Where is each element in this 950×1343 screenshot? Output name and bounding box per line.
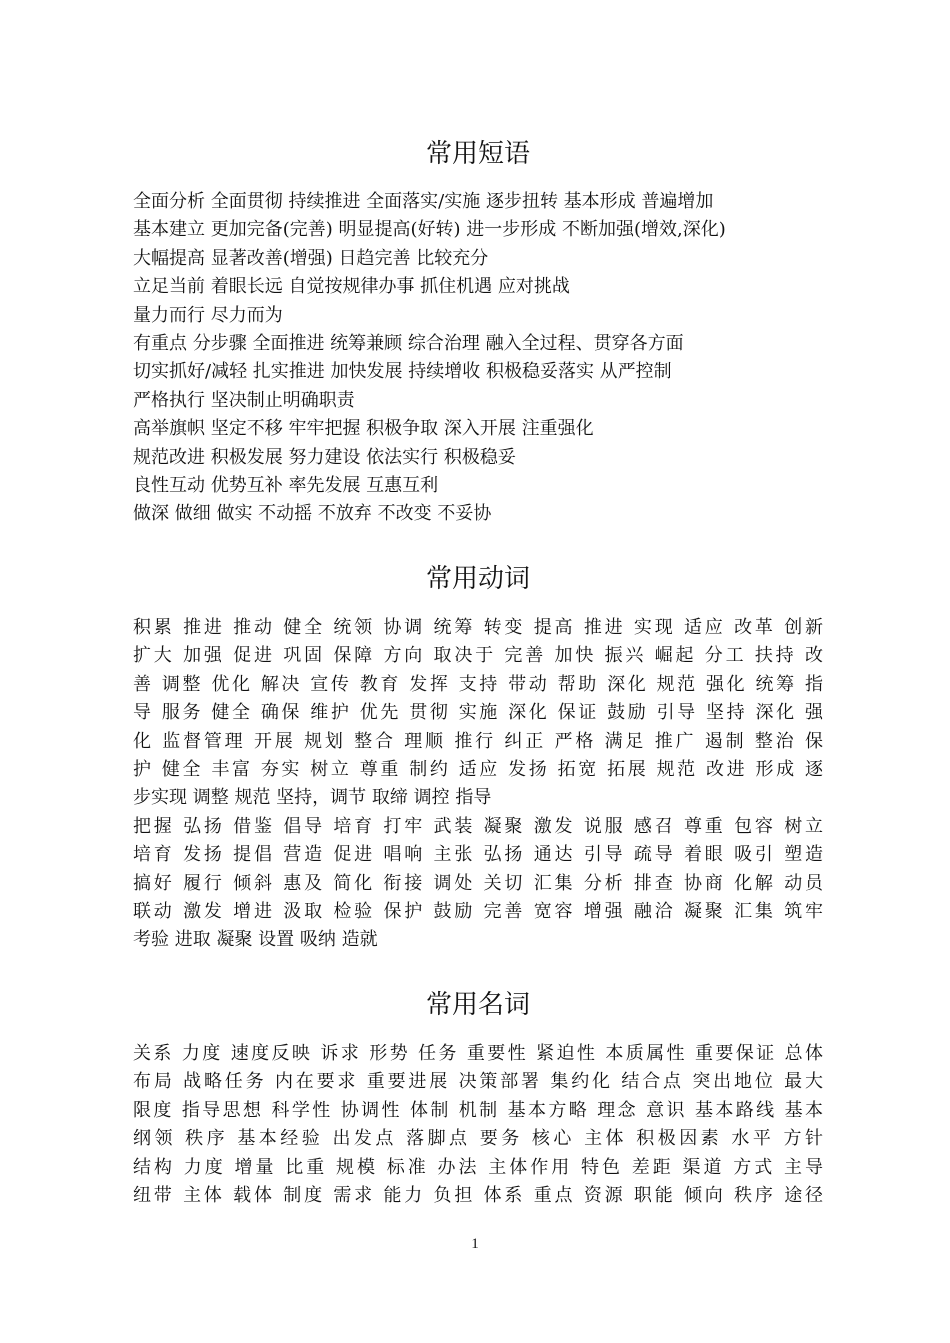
text-line: 良性互动 优势互补 率先发展 互惠互利 [133, 474, 439, 496]
text-line: 考验 进取 凝聚 设置 吸纳 造就 [133, 929, 378, 951]
text-line: 纲领 秩序 基本经验 出发点 落脚点 要务 核心 主体 积极因素 水平 方针 [133, 1128, 823, 1150]
text-line: 扩大 加强 促进 巩固 保障 方向 取决于 完善 加快 振兴 崛起 分工 扶持 改 [133, 645, 823, 667]
text-line: 关系 力度 速度反映 诉求 形势 任务 重要性 紧迫性 本质属性 重要保证 总体 [133, 1043, 823, 1064]
text-line: 全面分析 全面贯彻 持续推进 全面落实/实施 逐步扭转 基本形成 普遍增加 [133, 191, 714, 212]
section-title-verbs: 常用动词 [425, 564, 530, 594]
text-line: 结构 力度 增量 比重 规模 标准 办法 主体作用 特色 差距 渠道 方式 主导 [133, 1156, 823, 1178]
text-line: 纽带 主体 载体 制度 需求 能力 负担 体系 重点 资源 职能 倾向 秩序 途径 [133, 1184, 823, 1206]
text-line: 规范改进 积极发展 努力建设 依法实行 积极稳妥 [133, 446, 516, 468]
text-line: 高举旗帜 坚定不移 牢牢把握 积极争取 深入开展 注重强化 [133, 418, 594, 440]
text-line: 量力而行 尽力而为 [133, 304, 283, 326]
page-number: 1 [471, 1236, 479, 1252]
text-line: 导 服务 健全 确保 维护 优先 贯彻 实施 深化 保证 鼓励 引导 坚持 深化 强 [133, 702, 823, 724]
text-line: 基本建立 更加完备(完善) 明显提高(好转) 进一步形成 不断加强(增效,深化) [133, 219, 726, 241]
text-line: 培育 发扬 提倡 营造 促进 唱响 主张 弘扬 通达 引导 疏导 着眼 吸引 塑造 [133, 844, 823, 866]
text-line: 善 调整 优化 解决 宣传 教育 发挥 支持 带动 帮助 深化 规范 强化 统筹 指 [133, 673, 823, 695]
text-line: 做深 做细 做实 不动摇 不放弃 不改变 不妥协 [133, 503, 492, 525]
text-line: 搞好 履行 倾斜 惠及 简化 衔接 调处 关切 汇集 分析 排查 协商 化解 动员 [133, 872, 823, 894]
nouns-body [133, 1040, 823, 1210]
text-line: 把握 弘扬 借鉴 倡导 培育 打牢 武装 凝聚 激发 说服 感召 尊重 包容 树立 [133, 815, 823, 837]
text-line: 化 监督管理 开展 规划 整合 理顺 推行 纠正 严格 满足 推广 遏制 整治 保 [133, 730, 823, 752]
section-title-nouns: 常用名词 [425, 990, 530, 1020]
text-line: 严格执行 坚决制止明确职责 [133, 389, 355, 411]
text-line: 有重点 分步骤 全面推进 统筹兼顾 综合治理 融入全过程、贯穿各方面 [133, 332, 684, 354]
text-line: 立足当前 着眼长远 自觉按规律办事 抓住机遇 应对挑战 [133, 276, 570, 298]
text-line: 布局 战略任务 内在要求 重要进展 决策部署 集约化 结合点 突出地位 最大 [133, 1071, 823, 1093]
text-line: 护 健全 丰富 夯实 树立 尊重 制约 适应 发扬 拓宽 拓展 规范 改进 形成 逐 [133, 758, 823, 780]
verbs-body [133, 614, 823, 955]
phrases-body [133, 188, 823, 529]
text-line: 积累 推进 推动 健全 统领 协调 统筹 转变 提高 推进 实现 适应 改革 创新 [133, 617, 823, 638]
text-line: 步实现 调整 规范 坚持，调节 取缔 调控 指导 [133, 787, 492, 809]
text-line: 联动 激发 增进 汲取 检验 保护 鼓励 完善 宽容 增强 融洽 凝聚 汇集 筑牢 [133, 900, 823, 922]
section-title-phrases: 常用短语 [425, 139, 530, 169]
text-line: 切实抓好/减轻 扎实推进 加快发展 持续增收 积极稳妥落实 从严控制 [133, 361, 672, 383]
text-line: 限度 指导思想 科学性 协调性 体制 机制 基本方略 理念 意识 基本路线 基本 [133, 1099, 823, 1121]
text-line: 大幅提高 显著改善(增强) 日趋完善 比较充分 [133, 247, 489, 269]
